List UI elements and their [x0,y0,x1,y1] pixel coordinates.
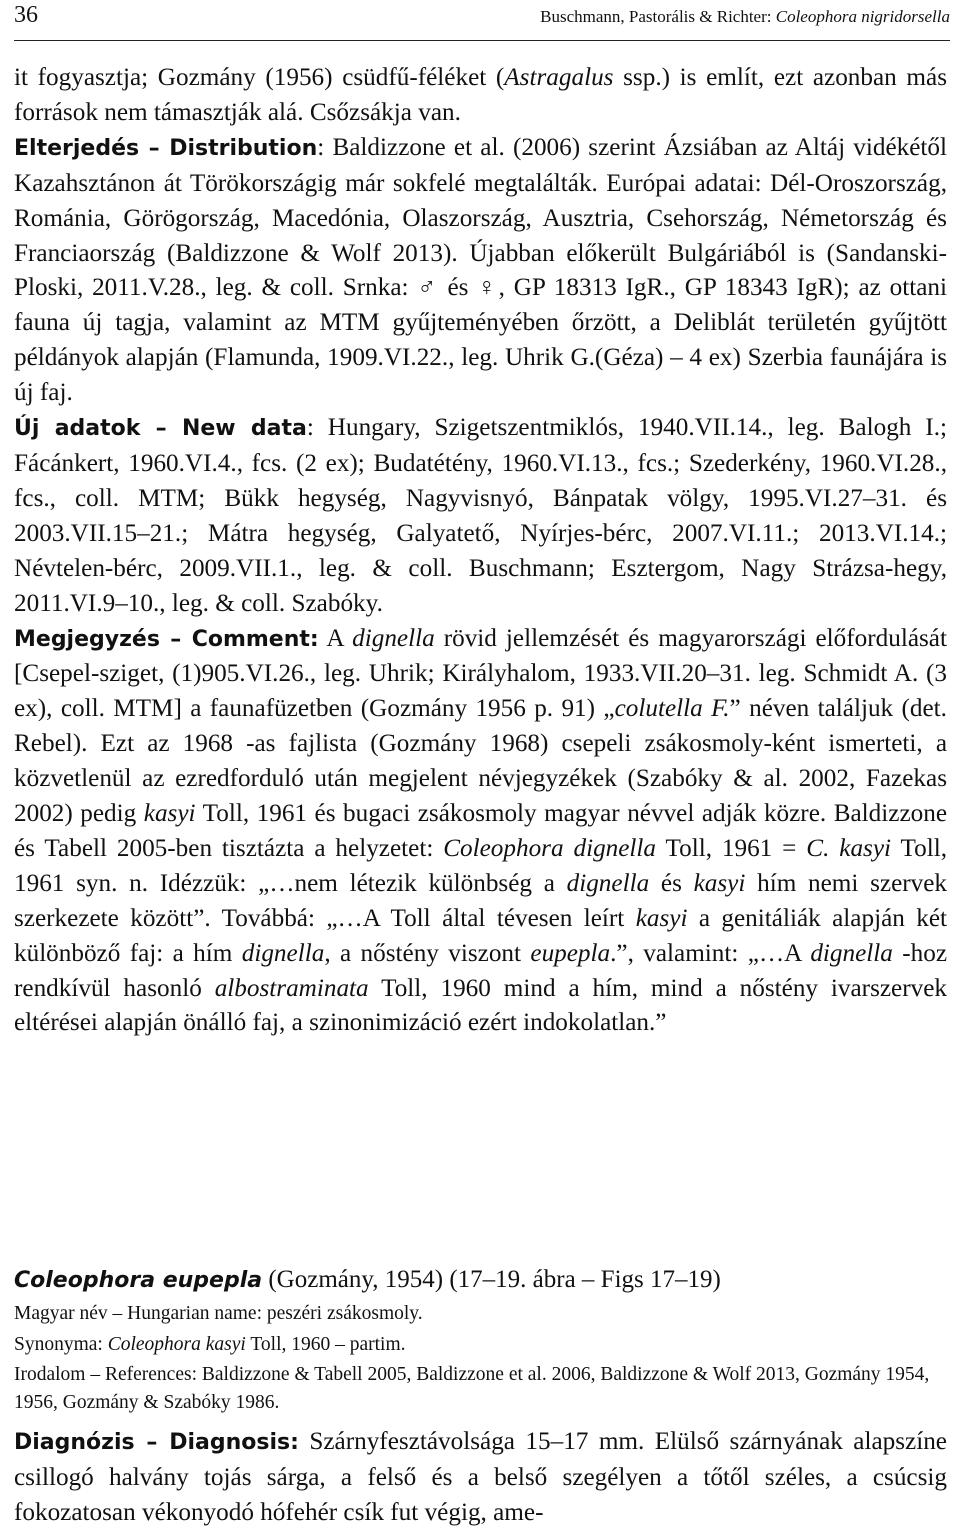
distribution-heading: Elterjedés – Distribution [14,135,318,161]
hungarian-name: Magyar név – Hungarian name: peszéri zsákosmoly. [14,1303,423,1324]
running-head [540,7,950,27]
species-name: Coleophora eupepla [14,1268,263,1293]
main-text [14,61,947,1041]
new-data-heading: Új adatok – New data [14,416,307,442]
diagnosis-heading: Diagnózis – Diagnosis: [14,1430,299,1455]
paragraph-distribution: Elterjedés – Distribution: Baldizzone et al. (2006) szerint Ázsiában az Altáj vidékétől Kazahsztánon át Törökországig már sokfelé megtalálták. Európai adatai: Dél-Oroszország, Románia, Görögország, Macedónia, Olaszország, Ausztria, Csehország, Németország és Franciaország (Baldizzone & Wolf 2013). Újabban előkerült Bulgáriából is (Sandanski-Ploski, 2011.V.28., leg. & coll. Srnka: ♂ és ♀, GP 18313 IgR., GP 18343 IgR); az ottani fauna új tagja, valamint az MTM gyűjteményében őrzött, a Deliblát területén gyűjtött példányok alapján (Flamunda, 1909.VI.22., leg. Uhrik G.(Géza) – 4 ex) Szerbia faunájára is új faj. [14,133,947,407]
paragraph-comment: Megjegyzés – Comment: A dignella rövid jellemzését és magyarországi előfordulását [Csepel-sziget, (1)905.VI.26., leg. Uhrik; Királyhalom, 1933.VII.20–31. leg. Schmidt A. (3 ex), coll. MTM] a faunafüzetben (Gozmány 1956 p. 91) „colutella F.” néven találjuk (det. Rebel). Ezt az 1968 -as fajlista (Gozmány 1968) csepeli zsákosmoly-ként ismerteti, a közvetlenül az ezredforduló után megjelent névjegyzékek (Szabóky & al. 2002, Fazekas 2002) pedig kasyi Toll, 1961 és bugaci zsákosmoly magyar névvel adják közre. Baldizzone és Tabell 2005-ben tisztázta a helyzetet: Coleophora dignella Toll, 1961 = C. kasyi Toll, 1961 syn. n. Idézzük: „…nem létezik különbség a dignella és kasyi hím nemi szervek szerkezete között”. Továbbá: „…A Toll által tévesen leírt kasyi a genitáliák alapján két különböző faj: a hím dignella, a nőstény viszont eupepla.”, valamint: „…A dignella -hoz rendkívül hasonló albostraminata Toll, 1960 mind a hím, mind a nőstény ivarszervek eltérései alapján önálló faj, a szinonimizáció ezért indokolatlan.” [14,624,948,1037]
comment-heading: Megjegyzés – Comment: [14,626,319,652]
paragraph-diagnosis: Diagnózis – Diagnosis: Szárnyfesztávolsága 15–17 mm. Elülső szárnyának alapszíne csillogó halvány tojás sárga, a felső és a belső szegélyen a tőtől széles, a csúcsig fokozatosan vékonyodó hófehér csík fut végig, ame- [14,1428,947,1526]
synonyma: Synonyma: Coleophora kasyi Toll, 1960 – partim. [14,1334,406,1355]
running-header [14,0,950,41]
species-heading: Coleophora eupepla (Gozmány, 1954) (17–19. ábra – Figs 17–19) [14,1266,721,1293]
paragraph-food-plants: it fogyasztja; Gozmány (1956) csüdfű-féléket (Astragalus ssp.) is említ, ezt azonban más források nem támasztják alá. Csőzsákja van. [14,64,947,126]
paragraph-new-data: Új adatok – New data: Hungary, Szigetszentmiklós, 1940.VII.14., leg. Balogh I.; Fácánkert, 1960.VI.4., fcs. (2 ex); Budatétény, 1960.VI.13., fcs.; Szederkény, 1960.VI.28., fcs., coll. MTM; Bükk hegység, Nagyvisnyó, Bánpatak völgy, 1995.VI.27–31. és 2003.VII.15–21.; Mátra hegység, Galyatető, Nyírjes-bérc, 2007.VI.11.; 2013.VI.14.; Névtelen-bérc, 2009.VII.1., leg. & coll. Buschmann; Esztergom, Nagy Strázsa-hegy, 2011.VI.9–10., leg. & coll. Szabóky. [14,414,947,617]
running-head-species: Coleophora nigridorsella [775,7,950,26]
references: Irodalom – References: Baldizzone & Tabell 2005, Baldizzone et al. 2006, Baldizzone & Wolf 2013, Gozmány 1954, 1956, Gozmány & Szabóky 1986. [14,1364,930,1413]
page-number: 36 [14,2,38,28]
running-head-authors: Buschmann, Pastorális & Richter: [540,7,776,26]
